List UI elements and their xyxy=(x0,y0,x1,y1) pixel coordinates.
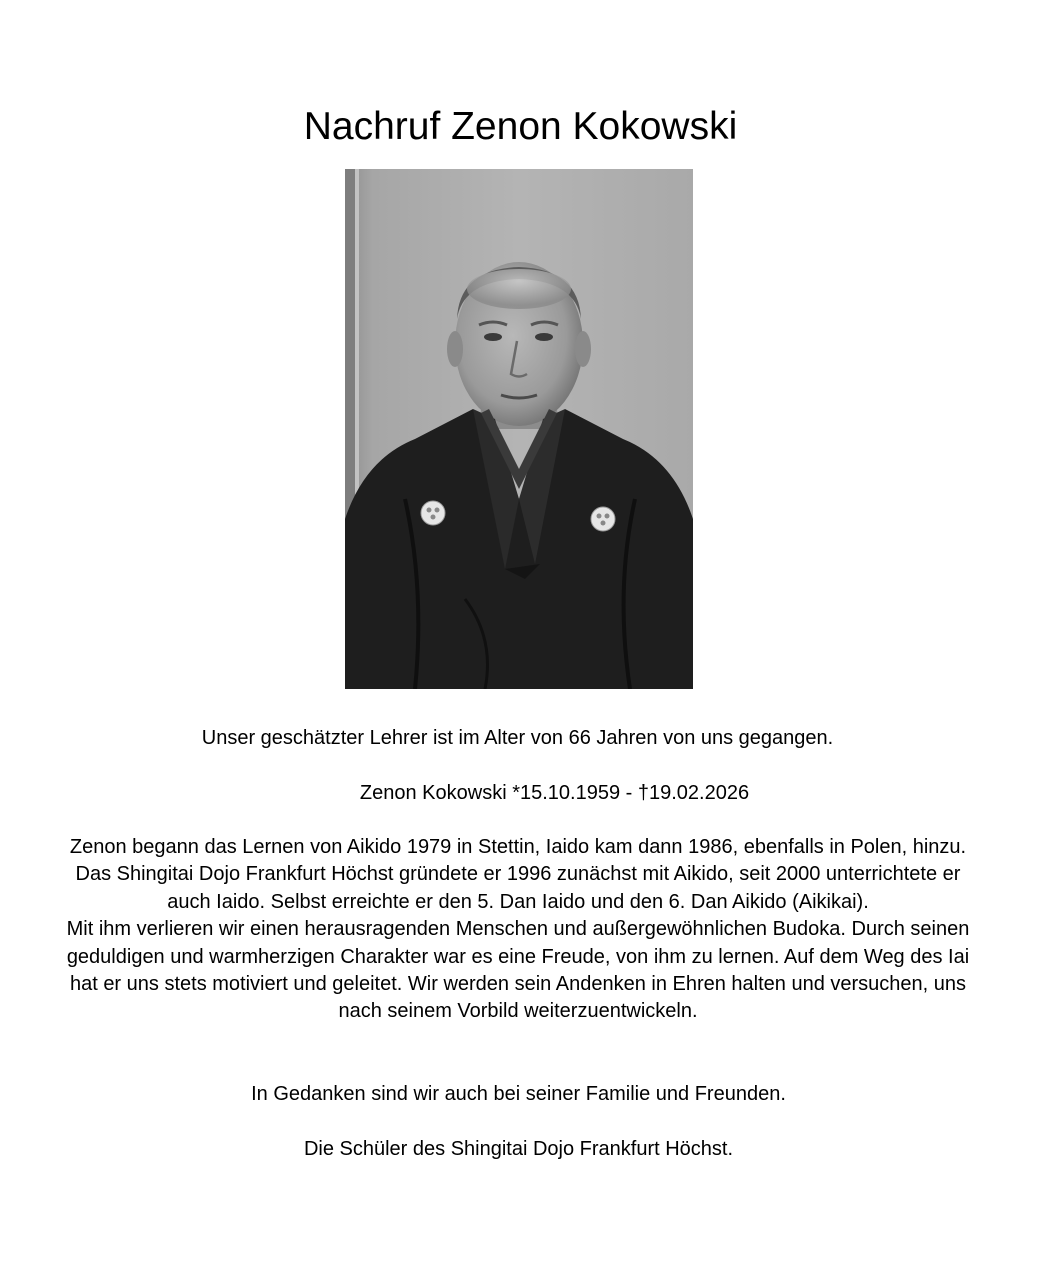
page-title: Nachruf Zenon Kokowski xyxy=(303,105,738,148)
life-dates: Zenon Kokowski *15.10.1959 - †19.02.2026 xyxy=(359,782,750,804)
signoff-text: Die Schüler des Shingitai Dojo Frankfurt Höchst. xyxy=(303,1138,734,1160)
family-condolence: In Gedanken sind wir auch bei seiner Familie und Freunden. xyxy=(251,1083,786,1105)
biography-text xyxy=(60,834,976,1026)
intro-text: Unser geschätzter Lehrer ist im Alter von 66 Jahren von uns gegangen. xyxy=(201,727,834,749)
portrait-photo xyxy=(345,169,693,689)
bio-paragraph: Zenon begann das Lernen von Aikido 1979 in Stettin, Iaido kam dann 1986, ebenfalls in Polen, hinzu. Das Shingitai Dojo Frankfurt Höchst gründete er 1996 zunächst mit Aikido, seit 2000 unterrichtete er auch Iaido. Selbst erreichte er den 5. Dan Iaido und den 6. Dan Aikido (Aikikai). xyxy=(69,836,967,913)
tribute-paragraph: Mit ihm verlieren wir einen herausragenden Menschen und außergewöhnlichen Budoka. Durch seinen geduldigen und warmherzigen Charakter war es eine Freude, von ihm zu lernen. Auf dem Weg des Iai hat er uns stets motiviert und geleitet. Wir werden sein Andenken in Ehren halten und versuchen, uns nach seinem Vorbild weiterzuentwickeln. xyxy=(66,918,970,1023)
